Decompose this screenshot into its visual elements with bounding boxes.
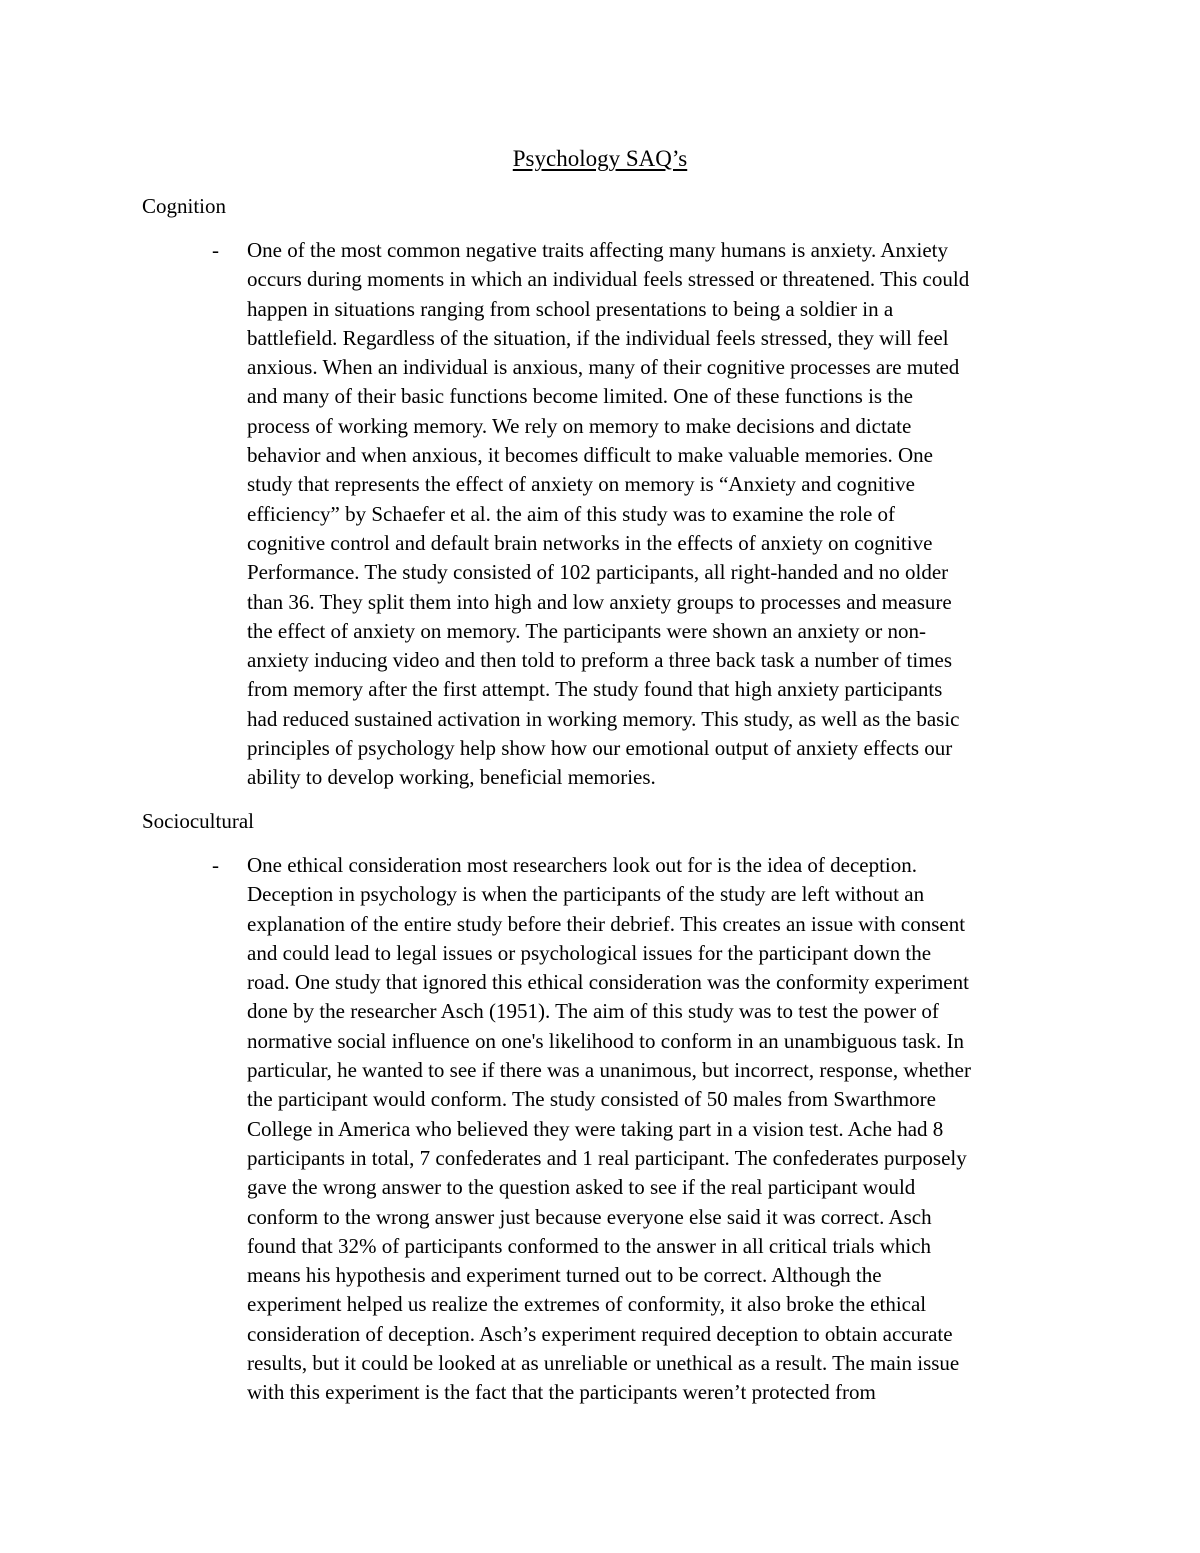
text-line: process of working memory. We rely on memory to make decisions and dictate	[247, 413, 912, 438]
text-line: with this experiment is the fact that the participants weren’t protected from	[247, 1380, 876, 1405]
text-line: normative social influence on one's likelihood to conform in an unambiguous task. In	[247, 1028, 965, 1053]
text-line: had reduced sustained activation in working memory. This study, as well as the basic	[247, 706, 960, 731]
text-line: particular, he wanted to see if there was a unanimous, but incorrect, response, whether	[247, 1058, 971, 1083]
page-title	[0, 143, 1200, 175]
text-line: happen in situations ranging from school presentations to being a soldier in a	[247, 296, 894, 321]
text-line: explanation of the entire study before their debrief. This creates an issue with consent	[247, 911, 966, 936]
text-line: cognitive control and default brain networks in the effects of anxiety on cognitive	[247, 530, 933, 555]
text-line: found that 32% of participants conformed to the answer in all critical trials which	[247, 1233, 932, 1258]
text-line: gave the wrong answer to the question asked to see if the real participant would	[247, 1175, 916, 1200]
text-line: occurs during moments in which an individual feels stressed or threatened. This could	[247, 267, 970, 292]
sociocultural-paragraph	[247, 851, 1087, 1408]
text-line: and many of their basic functions become limited. One of these functions is the	[247, 384, 913, 409]
text-line: means his hypothesis and experiment turned out to be correct. Although the	[247, 1263, 882, 1288]
text-line: efficiency” by Schaefer et al. the aim of this study was to examine the role of	[247, 501, 896, 526]
text-line: results, but it could be looked at as unreliable or unethical as a result. The main issue	[247, 1351, 960, 1376]
text-line: anxious. When an individual is anxious, many of their cognitive processes are muted	[247, 355, 960, 380]
text-line: experiment helped us realize the extremes of conformity, it also broke the ethical	[247, 1292, 927, 1317]
text-line: battlefield. Regardless of the situation, if the individual feels stressed, they will feel	[247, 325, 949, 350]
bullet-dash: -	[212, 853, 219, 877]
text-line: conform to the wrong answer just because everyone else said it was correct. Asch	[247, 1204, 932, 1229]
text-line: road. One study that ignored this ethical consideration was the conformity experiment	[247, 970, 969, 995]
text-line: consideration of deception. Asch’s experiment required deception to obtain accurate	[247, 1321, 953, 1346]
text-line: from memory after the first attempt. The study found that high anxiety participants	[247, 677, 943, 702]
section-heading-sociocultural: Sociocultural	[142, 809, 254, 833]
text-line: anxiety inducing video and then told to preform a three back task a number of times	[247, 648, 953, 673]
text-line: and could lead to legal issues or psychological issues for the participant down the	[247, 940, 932, 965]
text-line: than 36. They split them into high and low anxiety groups to processes and measure	[247, 589, 952, 614]
text-line: One ethical consideration most researchers look out for is the idea of deception.	[247, 853, 918, 877]
text-line: principles of psychology help show how our emotional output of anxiety effects our	[247, 736, 953, 761]
text-line: College in America who believed they were taking part in a vision test. Ache had 8	[247, 1116, 944, 1141]
bullet-dash: -	[212, 238, 219, 262]
cognition-paragraph	[247, 236, 1087, 793]
text-line: ability to develop working, beneficial memories.	[247, 765, 656, 790]
text-line: One of the most common negative traits affecting many humans is anxiety. Anxiety	[247, 238, 949, 262]
text-line: the participant would conform. The study consisted of 50 males from Swarthmore	[247, 1087, 936, 1112]
text-line: study that represents the effect of anxiety on memory is “Anxiety and cognitive	[247, 472, 915, 497]
text-line: Deception in psychology is when the participants of the study are left without an	[247, 882, 925, 907]
text-line: participants in total, 7 confederates and 1 real participant. The confederates purposely	[247, 1145, 967, 1170]
text-line: Performance. The study consisted of 102 participants, all right-handed and no older	[247, 560, 949, 585]
text-line: done by the researcher Asch (1951). The aim of this study was to test the power of	[247, 999, 939, 1024]
text-line: behavior and when anxious, it becomes difficult to make valuable memories. One	[247, 443, 933, 468]
section-heading-cognition: Cognition	[142, 194, 227, 218]
text-line: the effect of anxiety on memory. The participants were shown an anxiety or non-	[247, 618, 926, 643]
page-title-text: Psychology SAQ’s	[512, 146, 688, 171]
